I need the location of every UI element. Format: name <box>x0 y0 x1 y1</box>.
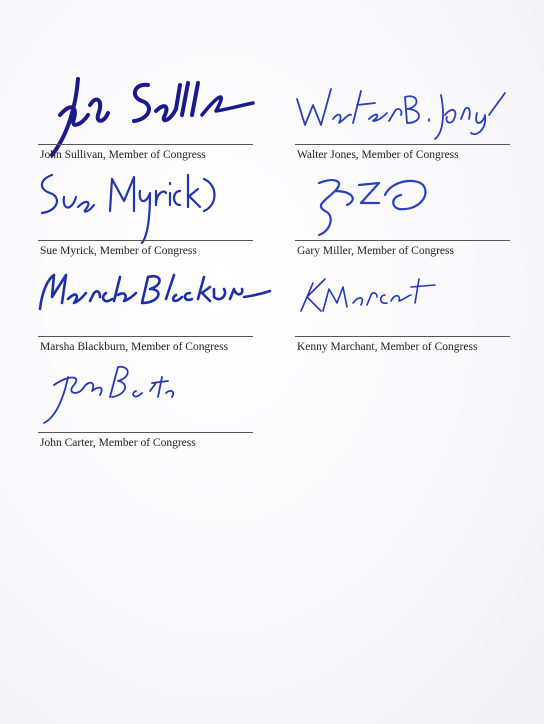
signature-block-marchant <box>295 295 510 355</box>
signature-caption-marchant: Kenny Marchant, Member of Congress <box>297 341 478 353</box>
signature-line <box>38 432 253 433</box>
signature-line <box>38 144 253 145</box>
signature-block-blackburn <box>38 295 253 355</box>
signature-caption-myrick: Sue Myrick, Member of Congress <box>40 245 197 257</box>
signature-block-carter <box>38 391 253 451</box>
signature-block-sullivan <box>38 103 253 163</box>
signature-line <box>38 336 253 337</box>
signature-caption-miller: Gary Miller, Member of Congress <box>297 245 454 257</box>
signature-line <box>295 240 510 241</box>
signature-block-miller <box>295 199 510 259</box>
signature-line <box>295 144 510 145</box>
signature-caption-carter: John Carter, Member of Congress <box>40 437 196 449</box>
signature-block-jones <box>295 103 510 163</box>
signature-caption-sullivan: John Sullivan, Member of Congress <box>40 149 206 161</box>
signature-caption-jones: Walter Jones, Member of Congress <box>297 149 459 161</box>
signature-line <box>295 336 510 337</box>
signature-block-myrick <box>38 199 253 259</box>
signature-caption-blackburn: Marsha Blackburn, Member of Congress <box>40 341 229 353</box>
signature-line <box>38 240 253 241</box>
